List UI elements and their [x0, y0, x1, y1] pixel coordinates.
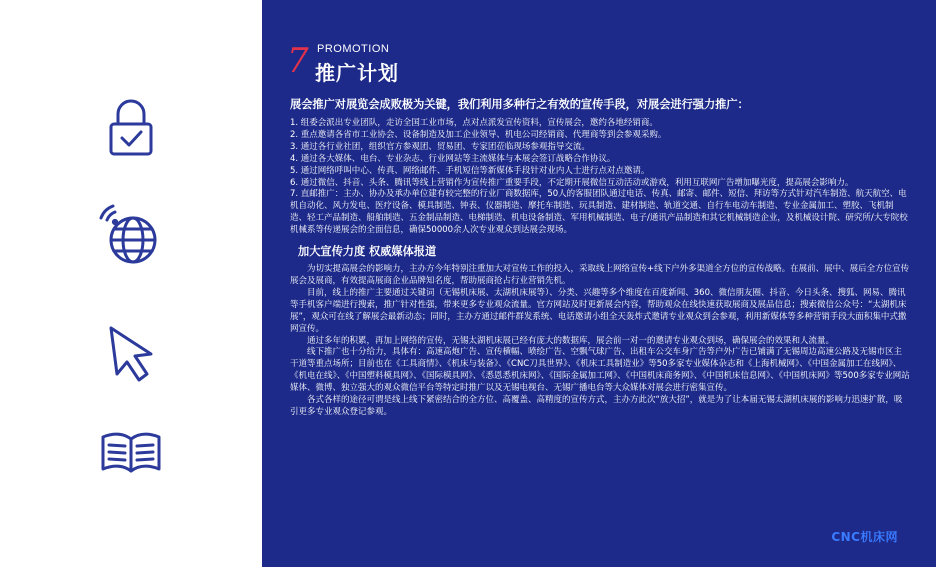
content-body	[290, 98, 910, 419]
list-item: 6. 通过微信、抖音、头条、腾讯等线上营销作为宣传推广重要手段，不定期开展微信互动活动或游戏，利用互联网广告增加曝光度，提高展会影响力。	[290, 177, 854, 188]
paragraph: 为切实提高展会的影响力，主办方今年特别注重加大对宣传工作的投入，采取线上网络宣传+线下户外多渠道全方位的宣传战略。在展前、展中、展后全方位宣传展会及展商，有效提高展商企业品牌知名度，帮助展商抢占行业营销先机。	[290, 264, 910, 286]
list-item: 5. 通过网络呼叫中心、传真、网络邮件、手机短信等新媒体手段针对业内人士进行点对点邀请。	[290, 165, 650, 176]
brand-logo: CNC机床网	[831, 530, 898, 544]
globe-signal-icon	[95, 202, 167, 274]
paragraph: 目前，线上的推广主要通过关键词（无锡机床展、太湖机床展等）、分类、兴趣等多个维度在百度新闻、360、微信朋友圈、抖音、今日头条、搜狐、网易、腾讯等手机客户端进行搜索，推广针对性强，带来更多专业观众流量。官方网站及时更新展会内容，帮助观众在线快速获取展商及展品信息；搜索微信公众号：“太湖机床展”，观众可在线了解展会最新动态；同时，主办方通过邮件群发系统、电话邀请小组全天轰炸式邀请专业观众到会参观，利用新媒体等多种营销手段大面积集中式撒网宣传。	[290, 287, 907, 334]
list-item: 2. 重点邀请各省市工业协会、设备制造及加工企业领导、机电公司经销商、代理商等到会参观采购。	[290, 129, 667, 140]
paragraph: 各式各样的途径可谓是线上线下紧密结合的全方位、高覆盖、高精度的宣传方式，主办方此次“放大招”，就是为了让本届无锡太湖机床展的影响力迅速扩散，吸引更多专业观众登记参观。	[290, 395, 903, 417]
list-item: 4. 通过各大媒体、电台、专业杂志、行业网站等主流媒体与本展会签订战略合作协议。	[290, 153, 616, 164]
lock-check-icon	[95, 92, 167, 164]
paragraph: 线下推广也十分给力，具体有：高速高炮广告、宣传横幅、喷绘广告、空飘气球广告、出租车公交车身广告等户外广告已铺满了无锡周边高速公路及无锡市区主干道等重点场所；目前也在《工具商情》、《机床与装备》、《CNC刀具世界》、《机床工具制造业》等50多家专业媒体杂志和《上海机械网》、《中国金属加工在线网》、《机电在线》、《中国塑料模具网》、《国际模具网》、《悉恩悉机床网》、《国际金属加工网》、《中国机床商务网》、《中国机床信息网》、《中国机床网》等500多家专业网站媒体、微博、独立强大的观众微信平台等特定时推广以及无锡电视台、无锡广播电台等大众媒体对展会进行密集宣传。	[290, 347, 910, 394]
content-panel	[262, 0, 936, 567]
section-heading: 加大宣传力度 权威媒体报道	[298, 245, 437, 259]
lead-heading: 展会推广对展览会成败极为关键，我们利用多种行之有效的宣传手段，对展会进行强力推广：	[290, 98, 749, 111]
list-item: 3. 通过各行业社团，组织官方参观团、贸易团、专家团莅临现场参观指导交流。	[290, 141, 590, 152]
list-item: 1. 组委会派出专业团队，走访全国工业市场，点对点派发宣传资料，宣传展会，邀约各地经销商。	[290, 118, 658, 128]
promotion-list	[290, 118, 910, 237]
page-title: 推广计划	[315, 61, 399, 85]
open-book-icon	[95, 415, 167, 487]
icon-column	[0, 0, 262, 567]
cursor-arrow-icon	[95, 318, 167, 390]
section-subtitle: PROMOTION	[317, 43, 390, 55]
paragraph: 通过多年的积累，再加上网络的宣传，无锡太湖机床展已经有庞大的数据库，展会前一对一的邀请专业观众到场，确保展会的效果和人流量。	[307, 335, 835, 346]
chapter-number: 7	[287, 41, 309, 81]
list-item: 7. 直邮推广：主办、协办及承办单位建有较完整的行业厂商数据库，50人的客服团队通过电话、传真、邮寄、邮件、短信、拜访等方式针对汽车制造、航天航空、电机自动化、风力发电、医疗设备、模具制造、钟表、仪器制造、摩托车制造、玩具制造、建材制造、轨道交通、自行车电动车制造、专业金属加工、塑胶、飞机制造、轻工产品制造、船舶制造、五金制品制造、电梯制造、机电设备制造、军用机械制造、电子/通讯产品制造和其它机械制造企业，及机械设计院、研究所/大专院校机械系等传递展会的全面信息，确保50000余人次专业观众到达展会现场。	[290, 189, 908, 236]
